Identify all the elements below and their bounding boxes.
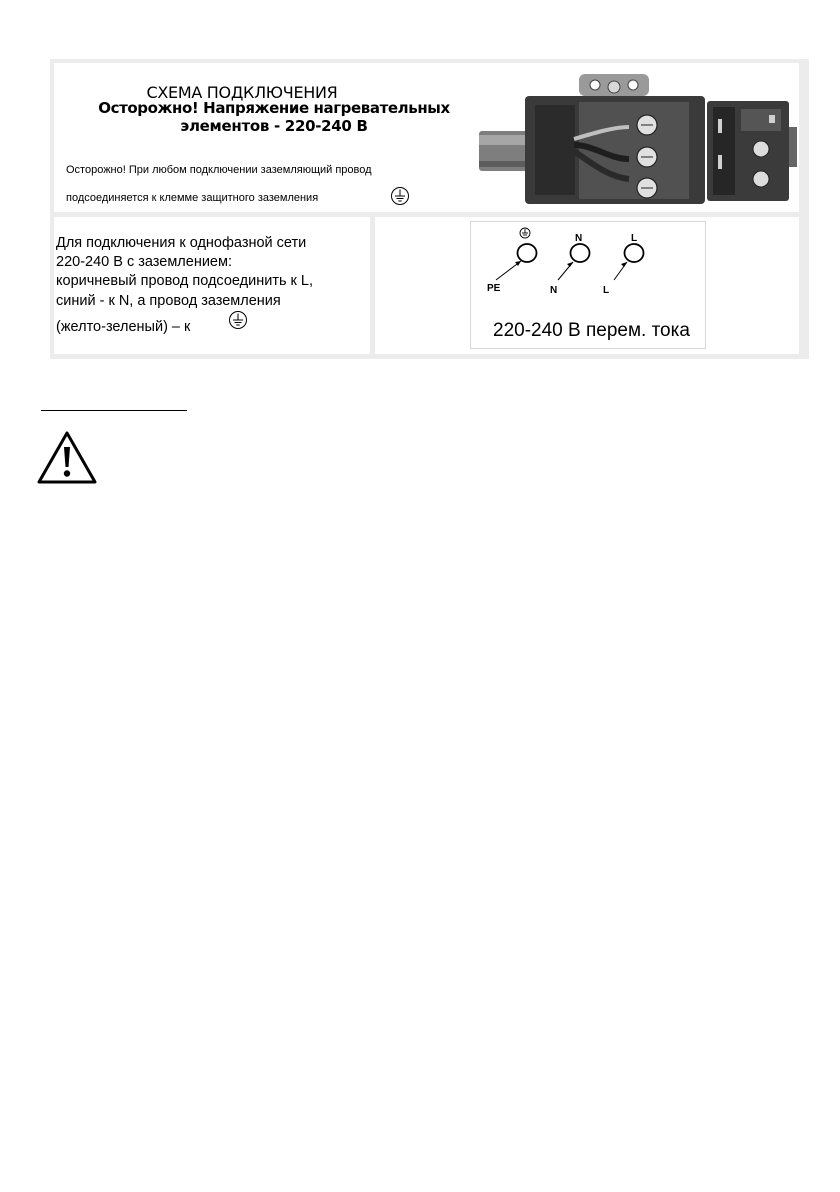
instruction-line-4: синий - к N, а провод заземления	[56, 293, 281, 309]
instruction-line-1-text: Для подключения к однофазной сети	[56, 235, 307, 251]
ground-symbol-icon	[520, 228, 530, 238]
terminal-diagram-cell	[375, 217, 799, 354]
section-underline	[41, 410, 187, 411]
instruction-line-5: (желто-зеленый) – к	[56, 319, 191, 335]
voltage-warning-line-1: Осторожно! Напряжение нагревательных	[98, 99, 450, 117]
instruction-line-3: коричневый провод подсоединить к L,	[56, 273, 314, 289]
terminal-bottom-label-l: L	[603, 285, 610, 296]
terminal-top-label-l: L	[631, 233, 638, 244]
instructions-text	[56, 235, 356, 365]
instruction-line-2: 220-240 В с заземлением:	[56, 254, 232, 270]
scheme-header-cell	[54, 63, 799, 212]
terminal-bottom-label-pe: PE	[487, 283, 501, 294]
ground-symbol-icon	[390, 186, 410, 206]
warning-triangle-icon	[36, 430, 98, 486]
scheme-title: СХЕМА ПОДКЛЮЧЕНИЯ	[146, 83, 338, 102]
voltage-label: 220-240 В перем. тока	[493, 320, 690, 341]
terminal-bottom-label-n: N	[550, 285, 558, 296]
grounding-note-line-1: Осторожно! При любом подключении заземляющий провод	[66, 164, 372, 176]
grounding-note-line-2: подсоединяется к клемме защитного заземления	[66, 192, 319, 204]
terminal-block-photo	[479, 67, 799, 212]
voltage-warning-line-2: элементов - 220-240 В	[180, 117, 368, 135]
terminal-top-label-n: N	[575, 233, 583, 244]
terminal-diagram	[470, 221, 706, 349]
instruction-line-1	[56, 235, 356, 251]
ground-symbol-icon	[228, 310, 248, 330]
